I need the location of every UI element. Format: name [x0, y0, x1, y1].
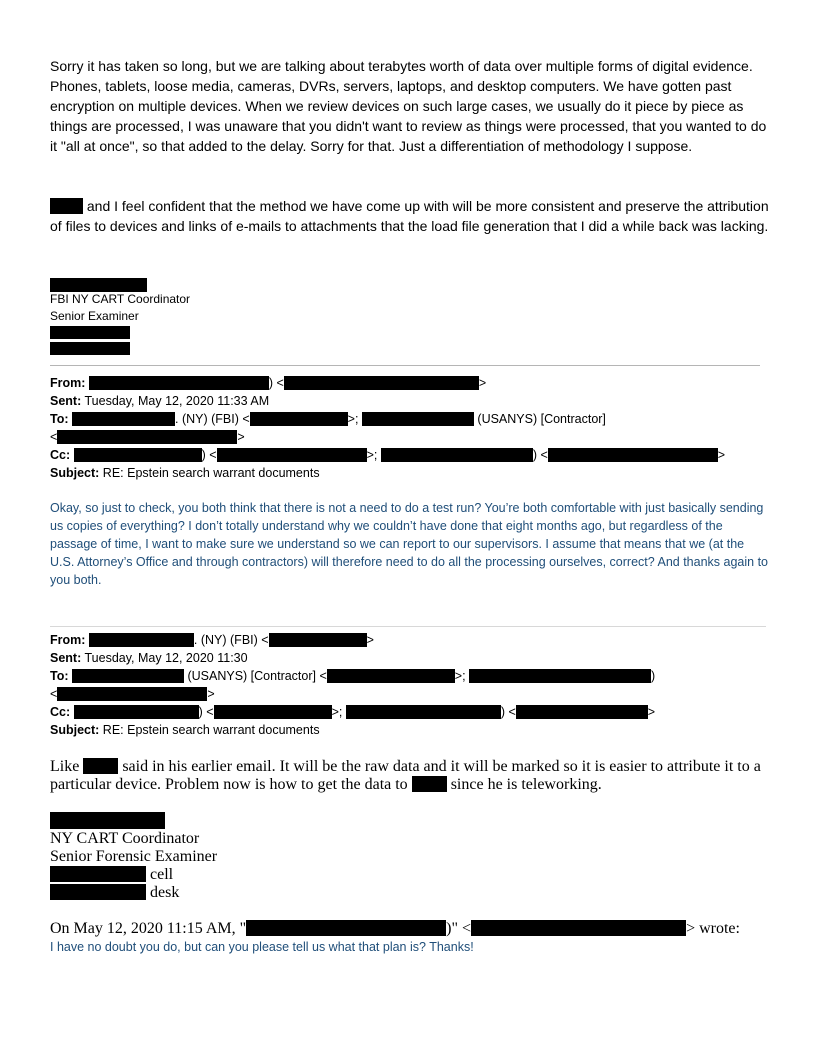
- signature-title: FBI NY CART Coordinator: [50, 292, 191, 306]
- email2-from: [50, 631, 374, 649]
- punct: >: [366, 633, 374, 647]
- punct: >: [647, 705, 656, 719]
- redaction: [50, 812, 165, 829]
- punct: ): [651, 669, 656, 683]
- punct: ) <: [268, 376, 284, 390]
- redaction: [471, 920, 686, 936]
- punct: ) <: [198, 705, 214, 719]
- punct: >: [237, 430, 245, 444]
- to-label: To:: [50, 669, 69, 683]
- signature-desk: [50, 884, 179, 902]
- email1-body: Okay, so just to check, you both think that there is not a need to do a test run? You’re both comfortable with just basically sending us copies of everything? I don’t totally understand why we couldn’t have done that eight months ago, but regardless of the passage of time, I want to make sure we understand so we can report to our supervisors. I assume that means that we (at the U.S. Attorney’s Office and through contractors) will therefore need to do all the processing ourselves, correct? And thanks again to you both.: [50, 501, 768, 587]
- signature-subtitle: Senior Forensic Examiner: [50, 848, 218, 865]
- body-text: said in his earlier email. It will be the raw data and it will be marked so it is easier to attribute it to a particular device. Problem now is how to get the data to: [50, 758, 761, 793]
- quote-text: > wrote:: [686, 920, 740, 937]
- signature-cell: [50, 866, 173, 884]
- redaction: [381, 448, 533, 462]
- redaction: [50, 326, 130, 339]
- punct: <: [50, 687, 58, 701]
- subject-value: RE: Epstein search warrant documents: [102, 723, 320, 737]
- from-text: . (NY) (FBI) <: [193, 633, 269, 647]
- redaction: [57, 430, 237, 444]
- quoted-message: I have no doubt you do, but can you please tell us what that plan is? Thanks!: [50, 940, 474, 954]
- redaction: [74, 705, 199, 719]
- redaction: [246, 920, 446, 936]
- redaction: [50, 278, 147, 292]
- cc-label: Cc:: [50, 705, 71, 719]
- message-paragraph-1: Sorry it has taken so long, but we are talking about terabytes worth of data over multiple forms of digital evidence. Phones, tablets, loose media, cameras, DVRs, servers, laptops, and desktop computers. We have gotten past encryption on multiple devices. When we review devices on such large cases, we usually do it piece by piece as things are processed, I was unaware that you didn't want to review as things were processed, that you wanted to do it "all at once", so that added to the delay. Sorry for that. Just a differentiation of methodology I suppose.: [50, 58, 767, 154]
- sent-value: Tuesday, May 12, 2020 11:30: [84, 651, 248, 665]
- cc-label: Cc:: [50, 448, 71, 462]
- redaction: [250, 412, 348, 426]
- email2-sent: [50, 649, 248, 667]
- sent-value: Tuesday, May 12, 2020 11:33 AM: [84, 394, 270, 408]
- redaction: [362, 412, 474, 426]
- email2-subject: [50, 721, 320, 739]
- punct: ) <: [532, 448, 548, 462]
- email2-body: [50, 758, 766, 794]
- redaction: [57, 687, 207, 701]
- punct: )" <: [446, 920, 472, 937]
- cell-label: cell: [150, 866, 174, 883]
- email2-to: [50, 667, 655, 685]
- redaction: [83, 758, 118, 774]
- redaction: [89, 376, 269, 390]
- redaction: [50, 198, 83, 214]
- redaction: [516, 705, 648, 719]
- email2-to-cont: [50, 685, 215, 703]
- subject-value: RE: Epstein search warrant documents: [102, 466, 320, 480]
- email1-subject: [50, 464, 320, 482]
- subject-label: Subject:: [50, 723, 100, 737]
- email2-cc: [50, 703, 655, 721]
- redaction: [548, 448, 718, 462]
- redaction: [346, 705, 501, 719]
- paragraph-2-text: and I feel confident that the method we have come up with will be more consistent and preserve the attribution of files to devices and links of e-mails to attachments that the load file generation that I did a while back was lacking.: [50, 198, 769, 234]
- punct: >;: [366, 448, 378, 462]
- punct: >;: [347, 412, 359, 426]
- punct: ) <: [500, 705, 516, 719]
- redaction: [50, 884, 146, 900]
- redaction: [327, 669, 455, 683]
- email1-sent: [50, 392, 269, 410]
- to-text: . (NY) (FBI) <: [175, 412, 250, 426]
- redaction: [72, 412, 175, 426]
- from-label: From:: [50, 376, 86, 390]
- punct: >;: [331, 705, 343, 719]
- redaction: [50, 866, 146, 882]
- redaction: [269, 633, 367, 647]
- subject-label: Subject:: [50, 466, 100, 480]
- desk-label: desk: [150, 884, 180, 901]
- email1-from: [50, 374, 486, 392]
- to-text: (USANYS) [Contractor]: [477, 412, 606, 426]
- to-text: (USANYS) [Contractor] <: [187, 669, 327, 683]
- signature-subtitle: Senior Examiner: [50, 309, 139, 323]
- redaction: [217, 448, 367, 462]
- redaction: [50, 342, 130, 355]
- redaction: [412, 776, 447, 792]
- quote-text: On May 12, 2020 11:15 AM, ": [50, 920, 247, 937]
- redaction: [72, 669, 184, 683]
- sent-label: Sent:: [50, 651, 82, 665]
- divider: [50, 626, 766, 627]
- quote-intro: [50, 920, 740, 938]
- redaction: [469, 669, 651, 683]
- body-text: Like: [50, 758, 80, 775]
- punct: ) <: [201, 448, 217, 462]
- email1-cc: [50, 446, 725, 464]
- signature-title: NY CART Coordinator: [50, 830, 200, 847]
- punct: >: [717, 448, 726, 462]
- redaction: [74, 448, 202, 462]
- punct: >: [207, 687, 215, 701]
- redaction: [214, 705, 332, 719]
- from-label: From:: [50, 633, 86, 647]
- sent-label: Sent:: [50, 394, 82, 408]
- body-text: since he is teleworking.: [450, 776, 602, 793]
- redaction: [284, 376, 479, 390]
- redaction: [89, 633, 194, 647]
- email1-to-cont: [50, 428, 245, 446]
- message-paragraph-2: [50, 196, 770, 236]
- punct: >: [478, 376, 487, 390]
- punct: <: [50, 430, 58, 444]
- to-label: To:: [50, 412, 69, 426]
- divider: [50, 365, 760, 366]
- punct: >;: [454, 669, 466, 683]
- email1-to: [50, 410, 606, 428]
